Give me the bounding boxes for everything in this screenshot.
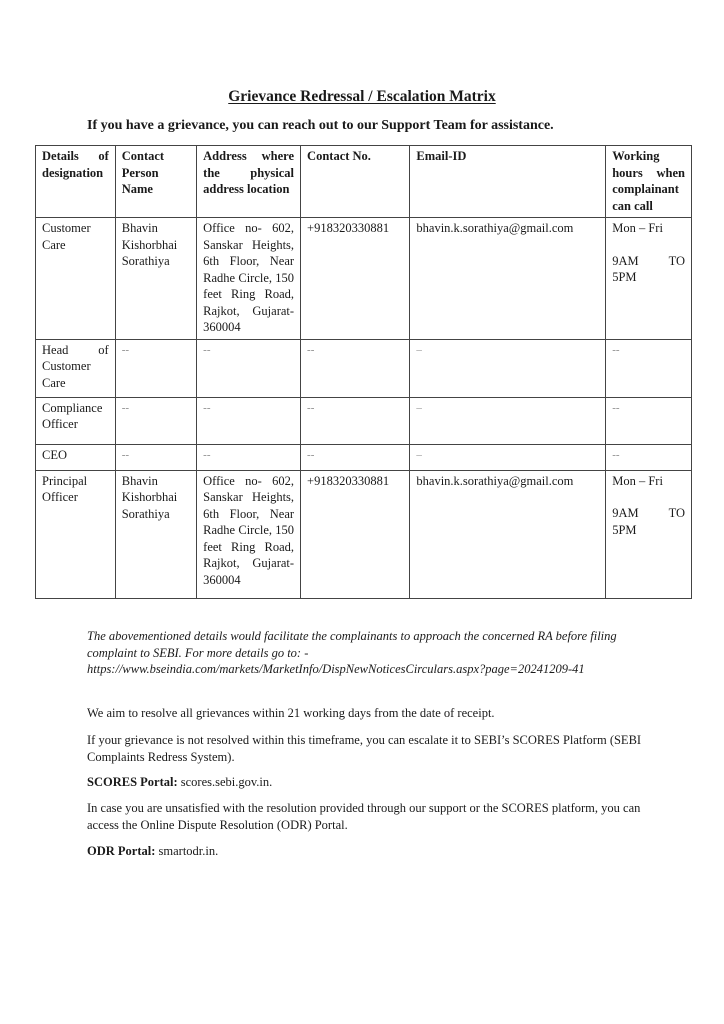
- hours-days: Mon – Fri: [612, 473, 663, 488]
- scores-portal-label: SCORES Portal:: [87, 775, 178, 789]
- cell-contact-no: +918320330881: [301, 470, 410, 598]
- hours-from: 9AM: [612, 506, 639, 520]
- sebi-note: [87, 628, 647, 678]
- cell-contact-no: --: [301, 444, 410, 470]
- cell-contact-person: Bhavin Kishorbhai Sorathiya: [115, 470, 196, 598]
- cell-email: –: [410, 339, 606, 397]
- resolution-timeframe-text: We aim to resolve all grievances within 21 working days from the date of receipt.: [87, 706, 495, 720]
- cell-designation: Compliance Officer: [36, 397, 116, 444]
- bse-circular-link[interactable]: https://www.bseindia.com/markets/MarketInfo/DispNewNoticesCirculars.aspx?page=20241209-41: [87, 662, 585, 676]
- cell-address: --: [197, 444, 301, 470]
- cell-working-hours: --: [606, 397, 692, 444]
- table-row-ceo: [36, 444, 692, 470]
- cell-address: --: [197, 397, 301, 444]
- cell-contact-no: --: [301, 397, 410, 444]
- sebi-note-text: The abovementioned details would facilitate the complainants to approach the concerned RA before filing complaint to SEBI. For more details go to: -: [87, 629, 617, 660]
- cell-contact-person: --: [115, 339, 196, 397]
- odr-portal-line: [87, 843, 647, 860]
- cell-designation: CEO: [36, 444, 116, 470]
- hours-to-label: TO: [668, 506, 685, 520]
- scores-portal-line: [87, 774, 647, 791]
- table-row-principal-officer: [36, 470, 692, 598]
- table-row-customer-care: [36, 218, 692, 340]
- table-header-row: [36, 146, 692, 218]
- cell-contact-person: --: [115, 444, 196, 470]
- header-address: Address where the physical address location: [197, 146, 301, 218]
- cell-email: –: [410, 397, 606, 444]
- header-contact-no: Contact No.: [301, 146, 410, 218]
- cell-address: Office no- 602, Sanskar Heights, 6th Floor, Near Radhe Circle, 150 feet Ring Road, Rajkot, Gujarat- 360004: [197, 218, 301, 340]
- cell-address: Office no- 602, Sanskar Heights, 6th Floor, Near Radhe Circle, 150 feet Ring Road, Rajkot, Gujarat-360004: [197, 470, 301, 598]
- cell-contact-no: +918320330881: [301, 218, 410, 340]
- cell-email: –: [410, 444, 606, 470]
- hours-days: Mon – Fri: [612, 221, 663, 235]
- cell-contact-no: --: [301, 339, 410, 397]
- table-row-head-of-customer-care: [36, 339, 692, 397]
- cell-contact-person: --: [115, 397, 196, 444]
- table-row-compliance-officer: [36, 397, 692, 444]
- cell-working-hours: --: [606, 444, 692, 470]
- odr-portal-link[interactable]: smartodr.in.: [155, 844, 219, 858]
- cell-working-hours: [606, 470, 692, 598]
- cell-working-hours: [606, 218, 692, 340]
- scores-portal-link[interactable]: scores.sebi.gov.in.: [177, 775, 273, 789]
- cell-email: bhavin.k.sorathiya@gmail.com: [410, 218, 606, 340]
- hours-to: 5PM: [612, 522, 637, 537]
- cell-contact-person: Bhavin Kishorbhai Sorathiya: [115, 218, 196, 340]
- cell-email: bhavin.k.sorathiya@gmail.com: [410, 470, 606, 598]
- escalation-text: If your grievance is not resolved within this timeframe, you can escalate it to SEBI’s SCORES Platform (SEBI Complaints Redress System).: [87, 733, 642, 764]
- hours-to-label: TO: [668, 253, 685, 268]
- cell-designation: Customer Care: [36, 218, 116, 340]
- escalation-matrix-table: [35, 145, 692, 599]
- header-designation: Details of designation: [36, 146, 116, 218]
- cell-address: --: [197, 339, 301, 397]
- cell-designation: Principal Officer: [36, 470, 116, 598]
- hours-to: 5PM: [612, 270, 637, 284]
- cell-working-hours: --: [606, 339, 692, 397]
- header-contact-person: Contact Person Name: [115, 146, 196, 218]
- document-title: Grievance Redressal / Escalation Matrix: [228, 88, 496, 105]
- header-email: Email-ID: [410, 146, 606, 218]
- hours-from: 9AM: [612, 253, 639, 268]
- cell-designation: Head of Customer Care: [36, 339, 116, 397]
- odr-text: In case you are unsatisfied with the resolution provided through our support or the SCORES platform, you can access the Online Dispute Resolution (ODR) Portal.: [87, 801, 641, 832]
- odr-portal-label: ODR Portal:: [87, 844, 156, 858]
- document-subtitle: If you have a grievance, you can reach out to our Support Team for assistance.: [87, 118, 554, 133]
- header-working-hours: Working hours when complainant can call: [606, 146, 692, 218]
